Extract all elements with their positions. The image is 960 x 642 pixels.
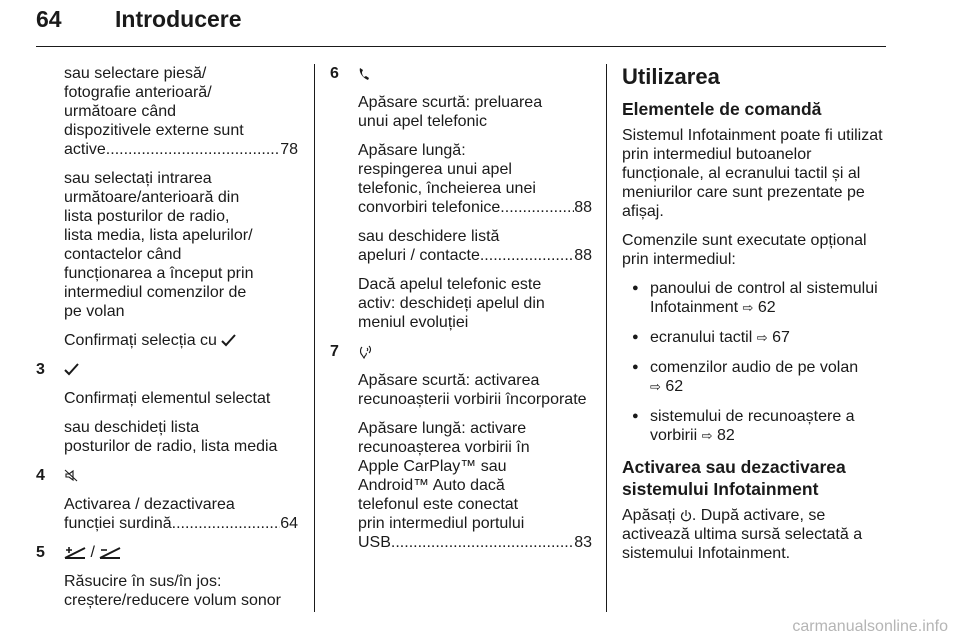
reference-page[interactable]: 88 (574, 199, 592, 216)
intro-paragraph (36, 64, 298, 159)
item-7 (330, 342, 592, 361)
reference-page[interactable]: 82 (716, 427, 735, 444)
item-3-description: Confirmați elementul selectat (64, 390, 271, 407)
list-item: ● ecranului tactil ⇨ 67 (622, 328, 888, 348)
section-heading: Utilizarea (622, 64, 720, 89)
watermark: carmanualsonline.info (792, 618, 948, 635)
text-line: următoare când (64, 103, 177, 120)
item-6 (330, 64, 592, 83)
page-reference[interactable] (64, 140, 298, 159)
text-line: contactelor când (64, 246, 182, 263)
column-2 (330, 64, 592, 562)
text-line: sau selectați intrarea (64, 170, 212, 187)
item-number: 4 (36, 467, 45, 484)
page-reference[interactable]: convorbiri telefonice ..... 88 (358, 198, 592, 217)
item-6-short-press: Apăsare scurtă: preluarea unui apel telefonic (358, 94, 543, 130)
item-7-long-press: Apăsare lungă: activare recunoașterea vorbirii în Apple CarPlay™ sau Android™ Auto dacă telefonul este conectat prin intermediul portului USB ..... 83 (330, 419, 592, 552)
reference-text: active (64, 141, 106, 158)
mute-icon (64, 469, 78, 482)
checkmark-icon (64, 363, 79, 376)
item-7-short-press: Apăsare scurtă: activarea recunoașterii vorbirii încorporate (358, 372, 587, 408)
list-item: ● panoului de control al sistemului Infotainment ⇨ 62 (622, 279, 888, 318)
column-3 (622, 64, 888, 573)
item-3 (36, 360, 298, 379)
page-title: Introducere (115, 6, 242, 32)
item-number: 7 (330, 343, 339, 360)
reference-page[interactable]: 78 (280, 141, 298, 158)
item-5-description: Răsucire în sus/în jos: creștere/reducere volum sonor (64, 573, 281, 609)
commands-paragraph: Comenzile sunt executate opțional prin intermediul: (622, 232, 867, 268)
reference-page[interactable]: 83 (574, 534, 592, 551)
page-reference-icon: ⇨ (701, 429, 713, 444)
text-line: fotografie anterioară/ (64, 84, 212, 101)
reference-page[interactable]: 62 (665, 378, 684, 395)
item-3-alt: sau deschideți lista posturilor de radio, lista media (64, 419, 278, 455)
page-reference-icon: ⇨ (742, 301, 754, 316)
checkmark-icon (221, 334, 236, 347)
item-6-call-list: sau deschidere listă apeluri / contacte ..... 88 (330, 227, 592, 265)
item-number: 6 (330, 65, 339, 82)
power-icon (680, 509, 692, 523)
reference-page[interactable]: 67 (772, 329, 790, 346)
list-item: ● sistemului de recunoaștere a vorbirii ⇨ 82 (622, 407, 888, 446)
reference-page[interactable]: 88 (574, 247, 592, 264)
text-line: pe volan (64, 303, 125, 320)
controls-paragraph: Sistemul Infotainment poate fi utilizat prin intermediul butoanelor funcționale, al ecranului tactil și al meniurilor care sunt prezentate pe afișaj. (622, 127, 883, 220)
item-number: 3 (36, 361, 45, 378)
phone-icon (358, 67, 370, 81)
item-6-long-press: Apăsare lungă: respingerea unui apel telefonic, încheierea unei convorbiri telefonice ..... 88 (330, 141, 592, 217)
text-line: sau selectare piesă/ (64, 65, 207, 82)
page-reference[interactable]: funcției surdină ..... 64 (64, 514, 298, 533)
select-paragraph (36, 169, 298, 321)
item-4 (36, 466, 298, 485)
subsection-heading-activation: Activarea sau dezactivarea sistemului Infotainment (622, 457, 846, 499)
text-line: lista posturilor de radio, (64, 208, 230, 225)
column-divider-1 (314, 64, 315, 612)
text-line: intermediul comenzilor de (64, 284, 247, 301)
item-6-active-call: Dacă apelul telefonic este activ: deschideți apelul din meniul evoluției (358, 276, 545, 331)
text-line: funcționarea a început prin (64, 265, 254, 282)
text-line: lista media, lista apelurilor/ (64, 227, 253, 244)
volume-up-icon (64, 546, 86, 560)
item-number: 5 (36, 544, 45, 561)
text-line: dispozitivele externe sunt (64, 122, 244, 139)
confirm-paragraph: Confirmați selecția cu (36, 331, 298, 350)
page-reference-icon: ⇨ (650, 380, 661, 395)
page-reference[interactable]: USB ..... 83 (358, 533, 592, 552)
column-divider-2 (606, 64, 607, 612)
voice-recognition-icon (358, 345, 372, 359)
subsection-heading: Elementele de comandă (622, 99, 822, 119)
list-item: ● comenzilor audio de pe volan ⇨ 62 (622, 358, 888, 397)
reference-page[interactable]: 64 (280, 515, 298, 532)
control-methods-list (622, 279, 888, 446)
page-number: 64 (36, 6, 62, 32)
page-header (36, 4, 886, 47)
item-5: 5 / (36, 543, 298, 562)
page-reference-icon: ⇨ (756, 331, 768, 346)
page-reference[interactable]: apeluri / contacte ..... 88 (358, 246, 592, 265)
reference-page[interactable]: 62 (757, 299, 776, 316)
activation-paragraph: Apăsați . După activare, se activează ultima sursă selectată a sistemului Infotainment. (622, 507, 863, 562)
column-1 (36, 64, 298, 620)
text-line: următoare/anterioară din (64, 189, 240, 206)
item-4-description: Activarea / dezactivarea funcției surdină ..... 64 (36, 495, 298, 533)
volume-down-icon (99, 546, 121, 560)
